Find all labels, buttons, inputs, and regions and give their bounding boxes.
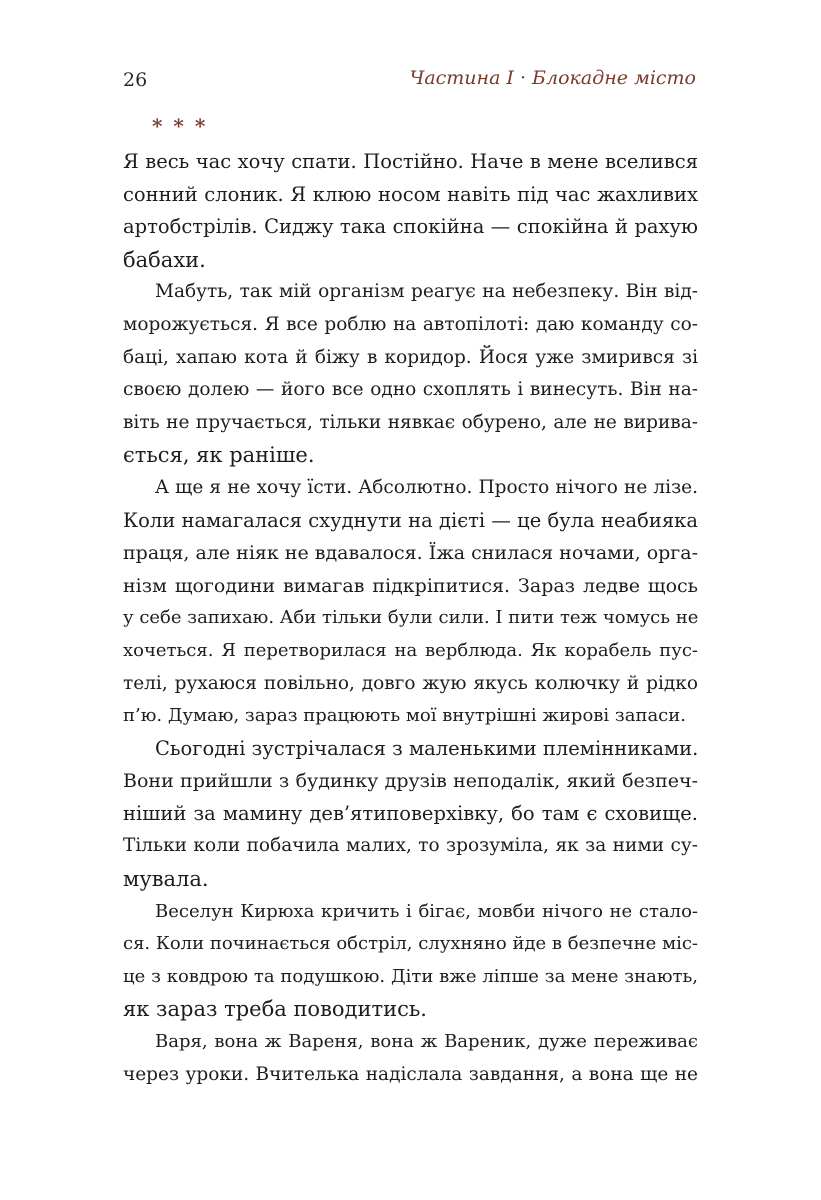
text-line: мувала. — [123, 867, 209, 892]
text-line: це з ковдрою та подушкою. Діти вже ліпше за мене знають, — [123, 965, 698, 987]
text-line: А ще я не хочу їсти. Абсолютно. Просто нічого не лізе. — [155, 476, 698, 498]
text-line: ніший за мамину дев’ятиповерхівку, бо там є сховище. — [123, 801, 698, 825]
text-line: п’ю. Думаю, зараз працюють мої внутрішні жирові запаси. — [123, 705, 686, 727]
text-line: у себе запихаю. Аби тільки були сили. І пити теж чомусь не — [123, 607, 698, 629]
text-line: ся. Коли починається обстріл, слухняно йде в безпечне міс- — [123, 933, 698, 955]
text-line: через уроки. Вчителька надіслала завдання, а вона ще не — [123, 1063, 698, 1085]
text-line: телі, рухаюся повільно, довго жую якусь колючку й рідко — [123, 672, 698, 694]
text-line: ється, як раніше. — [123, 443, 315, 468]
text-line: сонний слоник. Я клюю носом навіть під час жахливих — [123, 182, 698, 206]
text-line: морожується. Я все роблю на автопілоті: даю команду со- — [123, 313, 698, 335]
text-line: Веселун Кирюха кричить і бігає, мовби нічого не стало- — [155, 900, 698, 922]
text-line: своєю долею — його все одно схоплять і винесуть. Він на- — [123, 379, 698, 401]
page-number: 26 — [123, 69, 148, 91]
text-line: Коли намагалася схуднути на дієті — це була неабияка — [123, 508, 698, 532]
text-line: як зараз треба поводитись. — [123, 997, 427, 1022]
text-line: Я весь час хочу спати. Постійно. Наче в мене вселився — [123, 150, 698, 173]
text-line: Тільки коли побачила малих, то зрозуміла, як за ними су- — [123, 835, 698, 857]
text-line: хочеться. Я перетворилася на верблюда. Як корабель пус- — [123, 639, 698, 661]
text-line: Сьогодні зустрічалася з маленькими племінниками. — [155, 736, 698, 760]
text-line: бабахи. — [123, 247, 206, 272]
body-text — [123, 146, 698, 1091]
text-line: баці, хапаю кота й біжу в коридор. Йося уже змирився зі — [123, 346, 698, 368]
text-line: артобстрілів. Сиджу така спокійна — спокійна й рахую — [123, 215, 698, 239]
text-line: віть не пручається, тільки нявкає обурено, але не вирива- — [123, 411, 698, 433]
text-line: Мабуть, так мій організм реагує на небезпеку. Він від- — [155, 281, 698, 303]
text-line: нізм щогодини вимагав підкріпитися. Зараз ледве щось — [123, 574, 698, 597]
text-line: Вони прийшли з будинку друзів неподалік, який безпеч- — [123, 770, 698, 793]
text-line: Варя, вона ж Вареня, вона ж Вареник, дуже переживає — [155, 1031, 698, 1053]
section-break: * * * — [152, 114, 208, 138]
text-line: праця, але ніяк не вдавалося. Їжа снилася ночами, орга- — [123, 542, 698, 565]
running-head: Частина I · Блокадне місто — [409, 67, 696, 89]
